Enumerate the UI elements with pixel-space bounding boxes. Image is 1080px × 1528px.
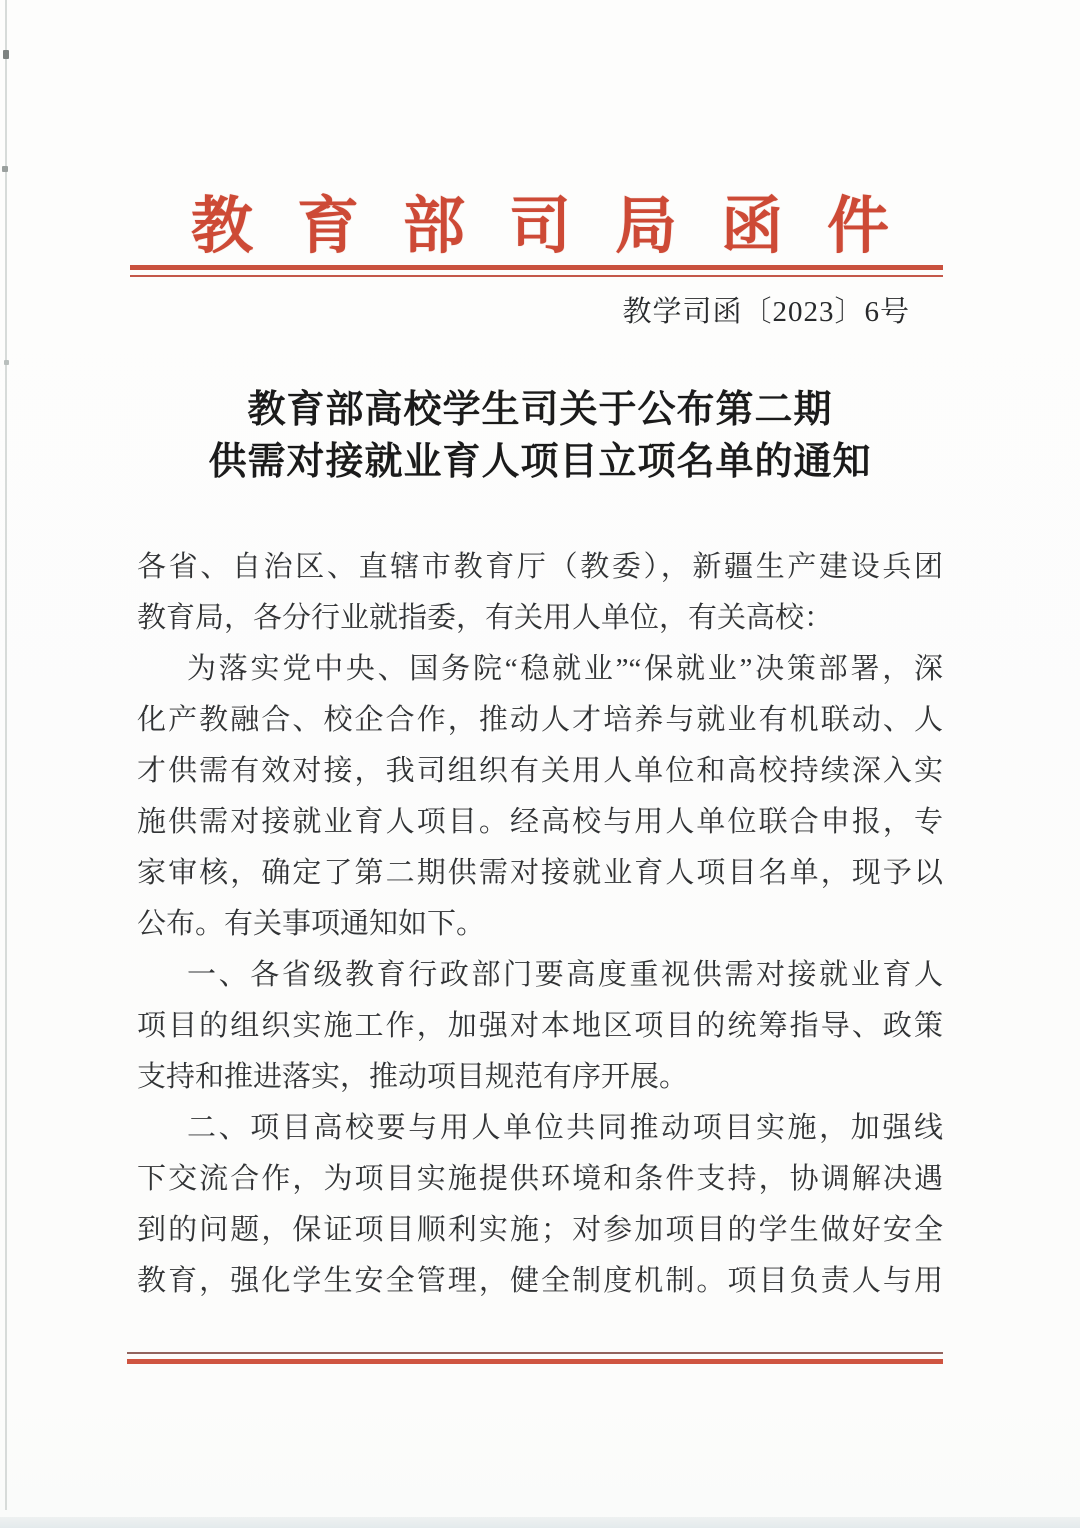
body-line: 教育，强化学生安全管理，健全制度机制。项目负责人与用 — [137, 1265, 943, 1297]
letterhead-double-rule — [130, 265, 943, 277]
body-line: 才供需有效对接，我司组织有关用人单位和高校持续深入实 — [137, 755, 943, 787]
body-line: 施供需对接就业育人项目。经高校与用人单位联合申报，专 — [137, 806, 943, 838]
letterhead-rule-thin — [130, 275, 943, 277]
scan-edge-artifact-bottom — [0, 1517, 1080, 1528]
letterhead-title: 教育部司局函件 — [190, 193, 933, 261]
letterhead-rule-thick — [130, 265, 943, 270]
body-line: 为落实党中央、国务院“稳就业”“保就业”决策部署，深 — [187, 653, 943, 685]
body-line: 教育局，各分行业就指委，有关用人单位，有关高校： — [137, 602, 834, 634]
body-line: 家审核，确定了第二期供需对接就业育人项目名单，现予以 — [137, 857, 943, 889]
scan-speck-artifact — [4, 360, 9, 365]
footer-rule-thin — [127, 1352, 943, 1354]
body-line: 一、各省级教育行政部门要高度重视供需对接就业育人 — [187, 959, 943, 991]
body-line: 二、项目高校要与用人单位共同推动项目实施，加强线 — [187, 1112, 943, 1144]
document-title-line2: 供需对接就业育人项目立项名单的通知 — [208, 441, 872, 483]
document-number: 教学司函〔2023〕6号 — [622, 296, 910, 328]
body-line: 化产教融合、校企合作，推动人才培养与就业有机联动、人 — [137, 704, 943, 736]
body-line: 下交流合作，为项目实施提供环境和条件支持，协调解决遇 — [137, 1163, 943, 1195]
body-line: 到的问题，保证项目顺利实施；对参加项目的学生做好安全 — [137, 1214, 943, 1246]
document-title-line1: 教育部高校学生司关于公布第二期 — [247, 389, 833, 431]
footer-double-rule — [127, 1352, 943, 1364]
body-line: 公布。有关事项通知如下。 — [137, 908, 486, 940]
document-title — [0, 384, 1080, 488]
document-body — [137, 542, 943, 1307]
footer-rule-thick — [127, 1359, 943, 1364]
body-line: 支持和推进落实，推动项目规范有序开展。 — [137, 1061, 689, 1093]
scan-speck-artifact — [3, 50, 9, 59]
body-line: 各省、自治区、直辖市教育厅（教委），新疆生产建设兵团 — [137, 551, 943, 583]
scan-speck-artifact — [2, 166, 8, 172]
body-line: 项目的组织实施工作，加强对本地区项目的统筹指导、政策 — [137, 1010, 943, 1042]
